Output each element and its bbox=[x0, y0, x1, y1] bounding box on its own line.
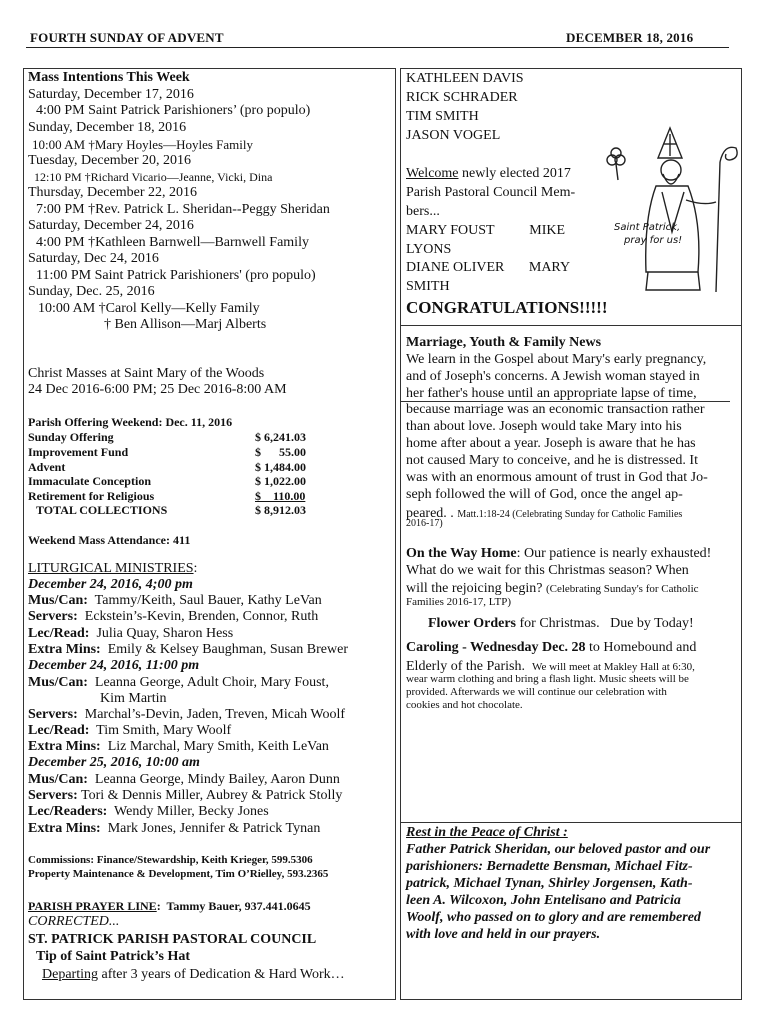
ministry-line: Lec/Read: Julia Quay, Sharon Hess bbox=[28, 626, 234, 641]
offering-label: Immaculate Conception bbox=[28, 474, 151, 488]
offering-amount: $ 1,022.00 bbox=[255, 474, 306, 488]
way-home-line: will the rejoicing begin? (Celebrating Sunday's for Catholic bbox=[406, 581, 699, 596]
marriage-line: her father's house until an appropriate lapse of time, bbox=[406, 386, 697, 401]
mass-line: 11:00 PM Saint Patrick Parishioners' (pro populo) bbox=[36, 268, 316, 283]
ministries-title: LITURGICAL MINISTRIES: bbox=[28, 561, 198, 576]
mass-line: 4:00 PM †Kathleen Barnwell—Barnwell Family bbox=[36, 235, 309, 250]
mass-line: 7:00 PM †Rev. Patrick L. Sheridan--Peggy Sheridan bbox=[36, 202, 330, 217]
marriage-line: home after about a year. Joseph is aware that he has bbox=[406, 436, 696, 451]
marriage-line: seph followed the will of God, once the angel ap- bbox=[406, 487, 683, 502]
commissions-line: Commissions: Finance/Stewardship, Keith Krieger, 599.5306 bbox=[28, 854, 313, 866]
section-divider bbox=[400, 822, 742, 823]
mass-line: Saturday, December 17, 2016 bbox=[28, 87, 194, 102]
christmas-masses: Christ Masses at Saint Mary of the Woods bbox=[28, 366, 265, 381]
offering-title: Parish Offering Weekend: Dec. 11, 2016 bbox=[28, 415, 233, 429]
mass-attendance: Weekend Mass Attendance: 411 bbox=[28, 533, 191, 547]
ministry-line: Mus/Can: Leanna George, Mindy Bailey, Aaron Dunn bbox=[28, 772, 340, 787]
ministry-line: Mus/Can: Leanna George, Adult Choir, Mary Foust, bbox=[28, 675, 329, 690]
council-subtitle: Tip of Saint Patrick’s Hat bbox=[36, 949, 191, 964]
prayer-line: PARISH PRAYER LINE: Tammy Bauer, 937.441.0645 bbox=[28, 899, 311, 913]
bulletin-sunday-title: FOURTH SUNDAY OF ADVENT bbox=[30, 30, 224, 45]
welcome-line: Welcome newly elected 2017 bbox=[406, 166, 571, 181]
ministry-line: Lec/Read: Tim Smith, Mary Woolf bbox=[28, 723, 232, 738]
rest-line: patrick, Michael Tynan, Shirley Jorgensen, Kath- bbox=[406, 876, 693, 891]
rest-line: leen A. Wilcoxon, John Entelisano and Patricia bbox=[406, 893, 681, 908]
council-member: TIM SMITH bbox=[406, 109, 479, 124]
welcome-line: Parish Pastoral Council Mem- bbox=[406, 185, 576, 200]
way-home-line: What do we wait for this Christmas season? When bbox=[406, 563, 689, 578]
section-divider bbox=[400, 325, 742, 326]
caroling-detail: cookies and hot chocolate. bbox=[406, 699, 523, 711]
marriage-line: was with an enormous amount of trust in God that Jo- bbox=[406, 470, 708, 485]
council-member: KATHLEEN DAVIS bbox=[406, 71, 524, 86]
caroling-line: Elderly of the Parish. We will meet at Makley Hall at 6:30, bbox=[406, 659, 695, 674]
offering-amount: $ 110.00 bbox=[255, 489, 306, 503]
ministry-line: Servers: Tori & Dennis Miller, Aubrey & Patrick Stolly bbox=[28, 788, 343, 803]
mass-line: Sunday, December 18, 2016 bbox=[28, 120, 187, 135]
ministry-line: Servers: Marchal’s-Devin, Jaden, Treven, Micah Woolf bbox=[28, 707, 346, 722]
council-title: ST. PATRICK PARISH PASTORAL COUNCIL bbox=[28, 932, 317, 947]
bulletin-date: DECEMBER 18, 2016 bbox=[566, 30, 694, 45]
new-member: MARY FOUST MIKE bbox=[406, 223, 566, 238]
mass-line: Saturday, Dec 24, 2016 bbox=[28, 251, 159, 266]
rest-title: Rest in the Peace of Christ : bbox=[406, 825, 568, 840]
way-home-line: On the Way Home: Our patience is nearly exhausted! bbox=[406, 546, 712, 561]
ministry-line: Kim Martin bbox=[100, 691, 167, 706]
council-departing: Departing after 3 years of Dedication & Hard Work… bbox=[42, 967, 345, 982]
mass-line: 10:00 AM †Mary Hoyles—Hoyles Family bbox=[32, 137, 253, 152]
offering-label: Improvement Fund bbox=[28, 445, 129, 459]
mass-line: † Ben Allison—Marj Alberts bbox=[104, 317, 267, 332]
ministry-line: Lec/Readers: Wendy Miller, Becky Jones bbox=[28, 804, 269, 819]
marriage-line: and of Joseph's concerns. A Jewish woman stayed in bbox=[406, 369, 700, 384]
ministry-line: Mus/Can: Tammy/Keith, Saul Bauer, Kathy LeVan bbox=[28, 593, 322, 608]
rest-line: Father Patrick Sheridan, our beloved pastor and our bbox=[406, 842, 711, 857]
mass-line: Thursday, December 22, 2016 bbox=[28, 185, 197, 200]
mass-line: 4:00 PM Saint Patrick Parishioners’ (pro populo) bbox=[36, 103, 311, 118]
christmas-masses-times: 24 Dec 2016-6:00 PM; 25 Dec 2016-8:00 AM bbox=[28, 382, 287, 397]
offering-amount: $ 55.00 bbox=[255, 445, 306, 459]
mass-line: 12:10 PM †Richard Vicario—Jeanne, Vicki, Dina bbox=[34, 170, 273, 184]
offering-label: Retirement for Religious bbox=[28, 489, 155, 503]
new-member: DIANE OLIVER MARY bbox=[406, 260, 571, 275]
council-member: RICK SCHRADER bbox=[406, 90, 518, 105]
rest-line: with love and held in our prayers. bbox=[406, 927, 601, 942]
marriage-line: because marriage was an economic transaction rather bbox=[406, 402, 705, 417]
ministry-date: December 24, 2016, 4;00 pm bbox=[28, 577, 193, 592]
saint-patrick-illustration bbox=[600, 122, 742, 300]
way-home-citation: Families 2016-17, LTP) bbox=[406, 596, 512, 608]
caroling-detail: wear warm clothing and bring a flash light. Music sheets will be bbox=[406, 673, 689, 685]
mass-line: Saturday, December 24, 2016 bbox=[28, 218, 194, 233]
new-member: SMITH bbox=[406, 279, 450, 294]
offering-label: Sunday Offering bbox=[28, 430, 114, 444]
council-member: JASON VOGEL bbox=[406, 128, 501, 143]
marriage-citation: 2016-17) bbox=[406, 518, 443, 529]
commissions-line: Property Maintenance & Development, Tim O’Rielley, 593.2365 bbox=[28, 868, 329, 880]
ministry-line: Extra Mins: Emily & Kelsey Baughman, Susan Brewer bbox=[28, 642, 349, 657]
congratulations: CONGRATULATIONS!!!!! bbox=[406, 298, 608, 317]
marriage-line: than about love. Joseph would take Mary into his bbox=[406, 419, 682, 434]
ministry-line: Servers: Eckstein’s-Kevin, Brenden, Connor, Ruth bbox=[28, 609, 319, 624]
offering-label: Advent bbox=[28, 460, 66, 474]
flower-orders: Flower Orders for Christmas. Due by Today! bbox=[428, 616, 694, 631]
mass-line: Sunday, Dec. 25, 2016 bbox=[28, 284, 155, 299]
offering-total-label: TOTAL COLLECTIONS bbox=[36, 503, 168, 517]
mass-intentions-title: Mass Intentions This Week bbox=[28, 70, 190, 85]
offering-amount: $ 1,484.00 bbox=[255, 460, 306, 474]
marriage-line: peared. . Matt.1:18-24 (Celebrating Sunday for Catholic Families bbox=[406, 506, 683, 521]
caroling-detail: provided. Afterwards we will continue our celebration with bbox=[406, 686, 667, 698]
marriage-line: We learn in the Gospel about Mary's early pregnancy, bbox=[406, 352, 707, 367]
corrected-note: CORRECTED... bbox=[28, 914, 120, 929]
ministry-date: December 25, 2016, 10:00 am bbox=[28, 755, 200, 770]
mass-line: Tuesday, December 20, 2016 bbox=[28, 153, 192, 168]
image-caption: Saint Patrick, bbox=[614, 222, 681, 233]
ministry-date: December 24, 2016, 11:00 pm bbox=[28, 658, 200, 673]
marriage-title: Marriage, Youth & Family News bbox=[406, 335, 602, 350]
mass-line: 10:00 AM †Carol Kelly—Kelly Family bbox=[38, 301, 260, 316]
image-caption: pray for us! bbox=[624, 235, 683, 246]
rest-line: parishioners: Bernadette Bensman, Michael Fitz- bbox=[406, 859, 693, 874]
ministry-line: Extra Mins: Liz Marchal, Mary Smith, Keith LeVan bbox=[28, 739, 329, 754]
rest-line: Woolf, who passed on to glory and are remembered bbox=[406, 910, 701, 925]
offering-total-amount: $ 8,912.03 bbox=[255, 503, 306, 517]
welcome-line: bers... bbox=[406, 204, 440, 219]
offering-amount: $ 6,241.03 bbox=[255, 430, 306, 444]
marriage-line: not caused Mary to conceive, and he is distressed. It bbox=[406, 453, 698, 468]
new-member: LYONS bbox=[406, 242, 452, 257]
caroling-line: Caroling - Wednesday Dec. 28 to Homebound and bbox=[406, 640, 697, 655]
ministry-line: Extra Mins: Mark Jones, Jennifer & Patrick Tynan bbox=[28, 821, 321, 836]
